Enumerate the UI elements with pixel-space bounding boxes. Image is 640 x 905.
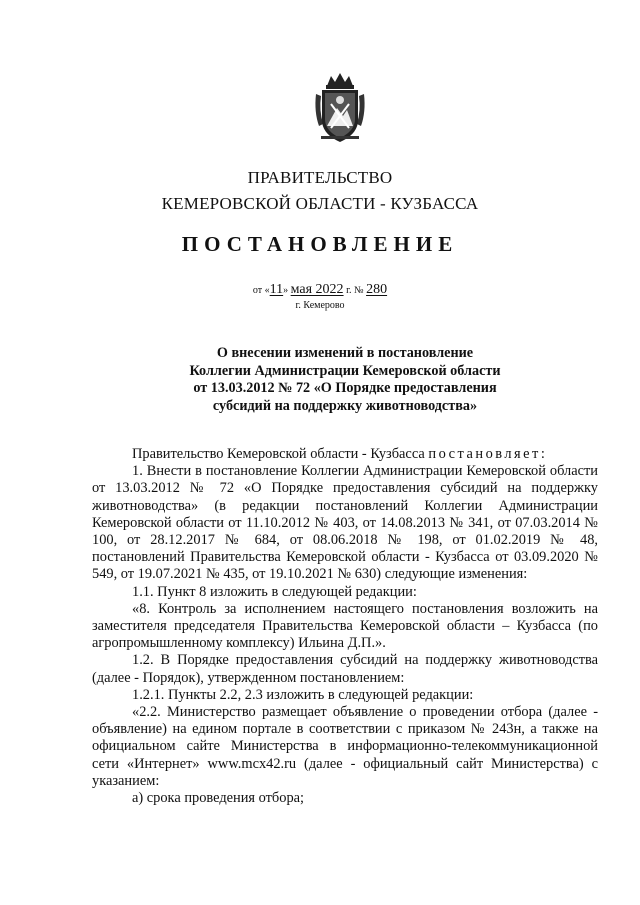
subject-line-1: О внесении изменений в постановление [216, 345, 474, 361]
date-mid: » [283, 285, 291, 296]
document-number: 280 [366, 282, 388, 297]
body-paragraph-5: 1.2.1. Пункты 2.2, 2.3 изложить в следующей редакции: [132, 686, 474, 703]
document-city: г. Кемерово [295, 300, 345, 311]
subject-line-4: субсидий на поддержку животноводства» [212, 397, 478, 414]
body-paragraph-3: «8. Контроль за исполнением настоящего постановления возложить на заместителя председателя Правительства Кемеровской области – Кузбасса (по агропромышленному комплексу) Ильина Д.П.». [92, 600, 598, 652]
date-prefix: от « [252, 285, 270, 296]
date-day: 11 [269, 282, 284, 297]
subject-line-3: от 13.03.2012 № 72 «О Порядке предоставления [193, 380, 497, 396]
body-intro [92, 446, 598, 463]
body-paragraph-2: 1.1. Пункт 8 изложить в следующей редакции: [132, 583, 417, 600]
subject-line-2: Коллегии Администрации Кемеровской области [189, 362, 501, 379]
coat-of-arms-emblem [313, 70, 367, 146]
intro-resolves: постановляет: [428, 446, 548, 462]
date-year-suffix: г. № [343, 285, 367, 296]
intro-text: Правительство Кемеровской области - Кузбасса [132, 446, 429, 462]
date-month-year: мая 2022 [290, 282, 344, 297]
document-date-number [0, 282, 640, 298]
document-body [92, 446, 598, 807]
document-subject [180, 345, 510, 415]
org-name-line2: КЕМЕРОВСКОЙ ОБЛАСТИ - КУЗБАССА [161, 194, 479, 213]
document-type-title: ПОСТАНОВЛЕНИЕ [181, 232, 459, 256]
body-paragraph-4: 1.2. В Порядке предоставления субсидий на поддержку животноводства (далее - Порядок), утвержденном постановлением: [92, 652, 598, 686]
body-paragraph-7: а) срока проведения отбора; [132, 790, 305, 807]
org-name-line1: ПРАВИТЕЛЬСТВО [247, 168, 393, 187]
body-paragraph-6: «2.2. Министерство размещает объявление о проведении отбора (далее - объявление) на едином портале в соответствии с приказом № 243н, а также на официальном сайте Министерства в информационно-телекоммуникационной сети «Интернет» www.mcx42.ru (далее - официальный сайт Министерства) с указанием: [92, 704, 598, 789]
body-paragraph-1: 1. Внести в постановление Коллегии Администрации Кемеровской области от 13.03.2012 № 72 «О Порядке предоставления субсидий на поддержку животноводства» (в редакции постановлений Коллегии Администрации Кемеровской области от 11.10.2012 № 403, от 14.08.2013 № 341, от 07.03.2014 № 100, от 28.12.2017 № 684, от 08.06.2018 № 198, от 01.02.2019 № 48, постановлений Правительства Кемеровской области - Кузбасса от 03.09.2020 № 549, от 19.07.2021 № 435, от 19.10.2021 № 630) следующие изменения: [92, 463, 598, 583]
